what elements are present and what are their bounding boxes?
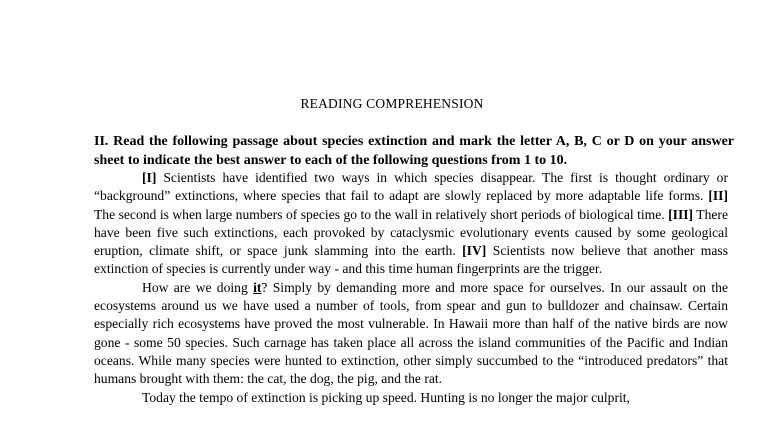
passage-text: Scientists now believe that another mass extinction of species is currently under way - and this time human fingerprints are the trigger. [94,243,728,277]
passage-paragraph-2 [94,279,728,389]
paragraph-marker-2: [II] [708,188,728,204]
instructions-text: II. Read the following passage about species extinction and mark the letter A, B, C or D on your answer sheet to indicate the best answer to each of the following questions from 1 to 10. [94,134,734,168]
passage-text: There have been five such extinctions, each provoked by cataclysmic evolutionary events caused by some geological eruption, climate shift, or space junk slamming into the earth. [94,206,728,259]
paragraph-marker-1: [I] [142,170,157,185]
passage-text: ? Simply by demanding more and more space for ourselves. In our assault on the ecosystems around us we have used a number of tools, from spear and gun to bulldozer and chainsaw. Certain especially rich ecosystems have proved the most vulnerable. In Hawaii more than half of the native birds are now gone - some 50 species. Such carnage has taken place all across the island communities of the Pacific and Indian oceans. While many species were hunted to extinction, other simply succumbed to the “introduced predators” that humans brought with them: the cat, the dog, the pig, and the rat. [94,279,728,387]
paragraph-marker-3: [III] [668,206,694,222]
passage-text: The second is when large numbers of species go to the wall in relatively short periods of biological time. [94,206,669,222]
passage-text: Scientists have identified two ways in which species disappear. The first is thought ordinary or “background” extinctions, where species that fail to adapt are slowly replaced by more adaptable life forms. [94,170,728,204]
page-title: READING COMPREHENSION [300,96,484,111]
passage-paragraph-3 [94,389,728,407]
passage-text: How are we doing [142,279,254,295]
passage-paragraph-1 [94,169,728,279]
paragraph-marker-4: [IV] [462,243,487,259]
passage-text: Today the tempo of extinction is picking up speed. Hunting is no longer the major culprit, [142,389,630,405]
reading-passage [94,169,728,407]
underlined-word: it [253,279,262,295]
